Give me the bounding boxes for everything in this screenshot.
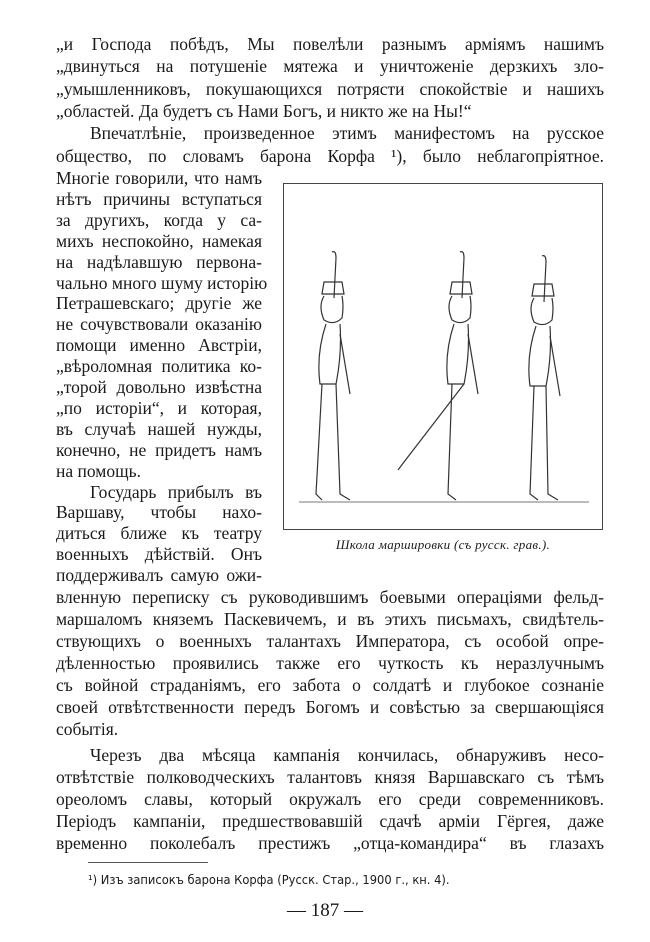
- text-line: ореоломъ славы, который окружалъ его среди современниковъ.: [56, 789, 604, 809]
- text-line: военныхъ дѣйствій. Онъ: [56, 544, 262, 565]
- text-line: михъ неспокойно, намекая: [56, 230, 262, 251]
- text-line: въ случаѣ нашей нужды,: [56, 418, 262, 439]
- text-line: не сочувствовали оказанію: [56, 314, 262, 335]
- text-line: своей отвѣтственности передъ Богомъ и совѣстью за свершающіяся: [56, 697, 604, 717]
- text-line: „областей. Да будетъ съ Нами Богъ, и никто же на Ны!“: [56, 100, 472, 121]
- text-line: событія.: [56, 719, 119, 739]
- soldiers-illustration: [284, 184, 602, 529]
- text-line: общество, по словамъ барона Корфа ¹), было неблагопріятное.: [56, 145, 604, 166]
- text-line: конечно, не придетъ намъ: [56, 439, 262, 460]
- text-line: „двинуться на потушеніе мятежа и уничтоженіе дерзкихъ зло-: [56, 56, 604, 77]
- text-line: диться ближе къ театру: [56, 523, 262, 544]
- text-line: дѣленностью проявились также его чуткость къ неразлучнымъ: [56, 653, 604, 673]
- text-line: „умышленниковъ, покушающихся потрясти спокойствіе и нашихъ: [56, 78, 604, 99]
- text-line: „вѣроломная политика ко-: [56, 356, 262, 377]
- page-number: — 187 —: [287, 900, 363, 921]
- text-line: помощи именно Австріи,: [56, 335, 262, 356]
- text-line: Впечатлѣніе, произведенное этимъ манифестомъ на русское: [90, 123, 604, 144]
- footnote: ¹) Изъ записокъ барона Корфа (Русск. Стар., 1900 г., кн. 4).: [88, 872, 450, 887]
- text-line: „торой довольно извѣстна: [56, 377, 262, 397]
- text-line: Государь прибылъ въ: [90, 481, 262, 502]
- text-line: съ войной страданіямъ, его забота о солдатѣ и глубокое сознаніе: [56, 675, 604, 695]
- text-line: на надѣлавшую первона-: [56, 251, 262, 272]
- text-line: ствующихъ о военныхъ талантахъ Императора, съ особой опре-: [56, 631, 604, 651]
- soldier-figure: [316, 252, 350, 500]
- text-line: Варшаву, чтобы нахо-: [56, 502, 262, 523]
- engraving-marching-school: [283, 183, 603, 530]
- text-line: Черезъ два мѣсяца кампанія кончилась, обнаруживъ несо-: [90, 745, 604, 765]
- text-line: „по исторіи“, и которая,: [56, 397, 262, 418]
- text-line: вленную переписку съ руководившимъ боевыми операціями фельд-: [56, 587, 604, 607]
- text-line: чально много шуму исторію: [56, 272, 268, 293]
- text-line: на помощь.: [56, 460, 141, 481]
- soldier-figure: [398, 252, 478, 500]
- text-line: отвѣтствіе полководческихъ талантовъ князя Варшавскаго съ тѣмъ: [56, 767, 604, 787]
- text-line: нѣтъ причины вступаться: [56, 188, 262, 209]
- text-line: Многіе говорили, что намъ: [56, 168, 262, 188]
- text-line: „и Господа побѣдъ, Мы повелѣли разнымъ арміямъ нашимъ: [56, 34, 604, 54]
- text-line: поддерживалъ самую ожи-: [56, 565, 262, 586]
- text-line: за другихъ, когда у са-: [56, 209, 262, 230]
- text-line: Періодъ кампаніи, предшествовавшій сдачѣ арміи Гёргея, даже: [56, 811, 604, 831]
- text-line: временно поколебалъ престижъ „отца-командира“ въ глазахъ: [56, 833, 604, 853]
- figure-caption: Школа маршировки (съ русск. грав.).: [335, 537, 551, 552]
- soldier-figure: [529, 256, 560, 500]
- footnote-divider: [88, 862, 208, 863]
- text-line: маршаломъ княземъ Паскевичемъ, и въ этихъ письмахъ, свидѣтель-: [56, 609, 604, 629]
- text-line: Петрашевскаго; другіе же: [56, 293, 262, 314]
